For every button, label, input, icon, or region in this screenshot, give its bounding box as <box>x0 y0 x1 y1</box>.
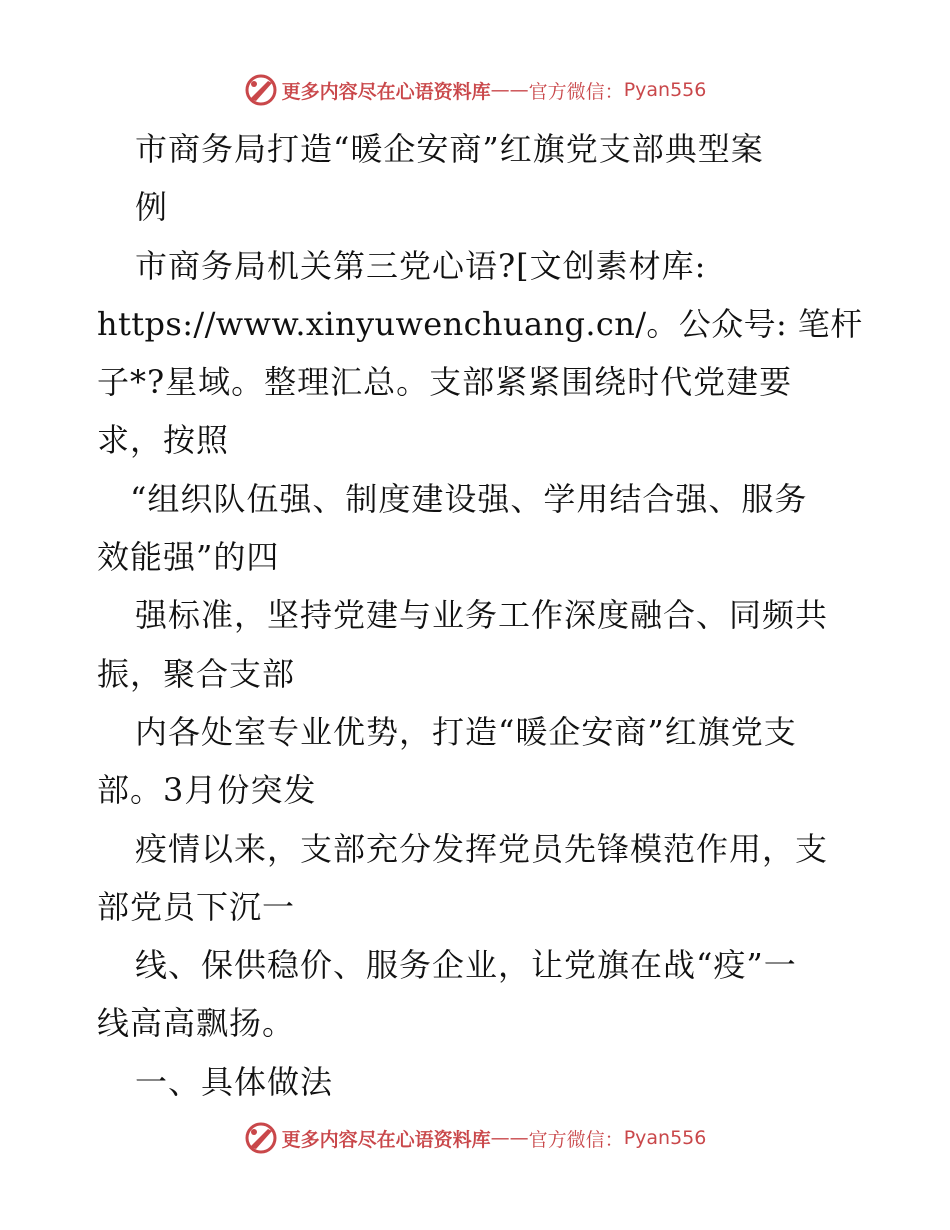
watermark-wechat-id: Pyan556 <box>623 1127 707 1149</box>
watermark-wechat-label: 官方微信： <box>528 1128 624 1151</box>
paragraph-line: 市商务局机关第三党心语?[文创素材库: <box>135 246 707 285</box>
watermark-separator: —— <box>490 79 529 101</box>
section-heading: 一、具体做法 <box>135 1062 334 1101</box>
paragraph-line: 线、保供稳价、服务企业，让党旗在战“疫”一 <box>135 946 797 985</box>
watermark-wechat-label: 官方微信： <box>528 80 624 103</box>
paragraph-line: 振，聚合支部 <box>97 654 296 693</box>
paragraph-line: 线高高飘扬。 <box>97 1004 296 1043</box>
paragraph-line: https://www.xinyuwenchuang.cn/。公众号: 笔杆 <box>97 304 863 343</box>
watermark-site-name: 更多内容尽在心语资料库 <box>281 1128 491 1151</box>
watermark-wechat-id: Pyan556 <box>623 79 707 101</box>
document-title-line-2: 例 <box>135 188 169 227</box>
document-body <box>97 120 863 1111</box>
watermark-site-name: 更多内容尽在心语资料库 <box>281 80 491 103</box>
header-watermark <box>0 70 950 110</box>
paragraph-line: 求，按照 <box>97 421 230 460</box>
brush-logo-icon <box>244 1121 278 1155</box>
paragraph-line: 强标准，坚持党建与业务工作深度融合、同频共 <box>135 596 829 635</box>
brush-logo-icon <box>244 73 278 107</box>
paragraph-line: 效能强”的四 <box>97 538 280 577</box>
paragraph-line: 部。3月份突发 <box>97 771 317 810</box>
footer-watermark <box>0 1118 950 1158</box>
watermark-separator: —— <box>490 1127 529 1149</box>
document-title-line-1: 市商务局打造“暖企安商”红旗党支部典型案 <box>135 130 764 168</box>
paragraph-line: 部党员下沉一 <box>97 887 296 926</box>
paragraph-line: 子*?星域。整理汇总。支部紧紧围绕时代党建要 <box>97 363 793 402</box>
paragraph-line: “组织队伍强、制度建设强、学用结合强、服务 <box>130 479 808 518</box>
paragraph-line: 疫情以来，支部充分发挥党员先锋模范作用，支 <box>135 829 829 868</box>
paragraph-line: 内各处室专业优势，打造“暖企安商”红旗党支 <box>135 712 797 751</box>
